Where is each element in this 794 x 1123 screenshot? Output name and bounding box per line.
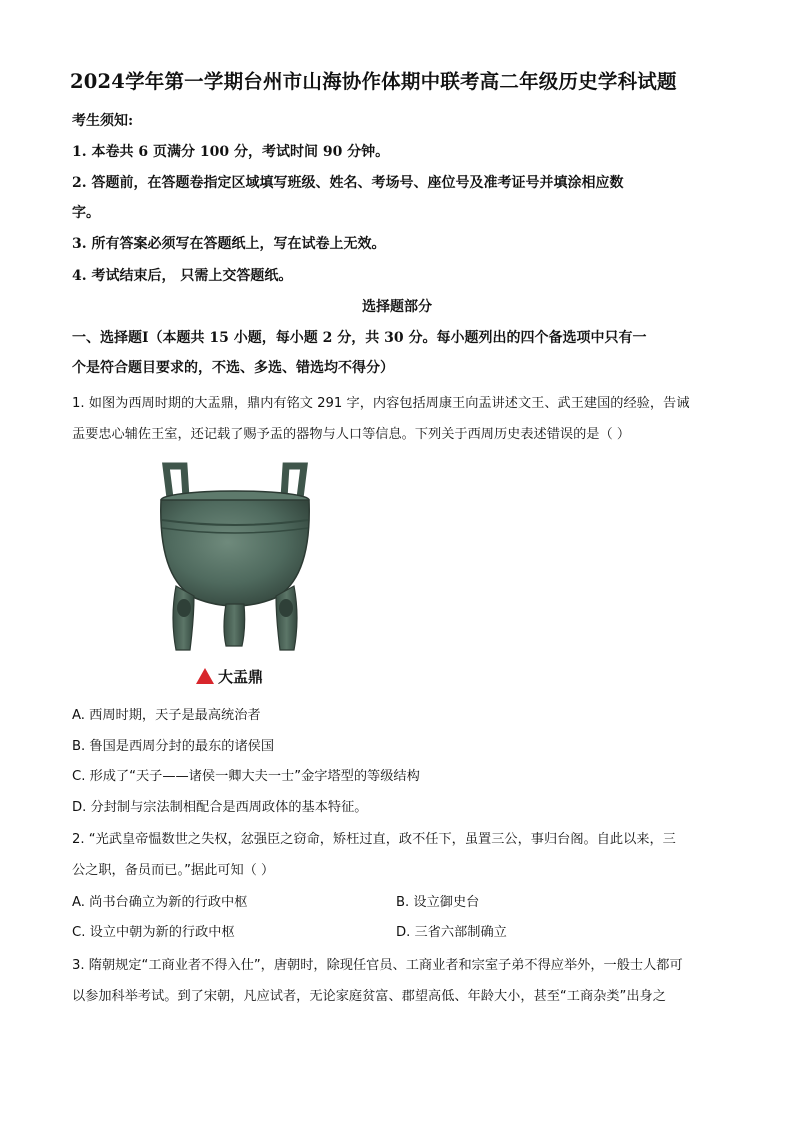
bronze-ding-icon: [150, 458, 320, 658]
section-instruction: 一、选择题Ⅰ（本题共 15 小题，每小题 2 分，共 30 分。每小题列出的四个备选项中只有一: [72, 330, 647, 346]
image-caption-text: 大盂鼎: [218, 668, 264, 686]
option-b: B. 鲁国是西周分封的最东的诸侯国: [72, 739, 275, 754]
question-1-stem: 盂要忠心辅佐王室，还记载了赐予盂的器物与人口等信息。下列关于西周历史表述错误的是（ ）: [72, 427, 631, 442]
option-d: D. 分封制与宗法制相配合是西周政体的基本特征。: [72, 800, 368, 815]
notice-item: 4. 考试结束后， 只需上交答题纸。: [72, 268, 293, 284]
option-d: D. 三省六部制确立: [396, 925, 507, 940]
section-title: 选择题部分: [362, 299, 432, 315]
question-2-stem: 公之职，备员而已。”据此可知（ ）: [72, 863, 275, 878]
question-3-stem: 3. 隋朝规定“工商业者不得入仕”，唐朝时，除现任官员、工商业者和宗室子弟不得应举外，一般士人都可: [72, 958, 683, 973]
option-a: A. 西周时期，天子是最高统治者: [72, 708, 261, 723]
option-c: C. 设立中朝为新的行政中枢: [72, 925, 235, 940]
red-triangle-icon: [196, 668, 214, 684]
question-1-stem: 1. 如图为西周时期的大盂鼎，鼎内有铭文 291 字，内容包括周康王向盂讲述文王、武王建国的经验，告诫: [72, 396, 690, 411]
question-2-stem: 2. “光武皇帝愠数世之失权，忿强臣之窃命，矫枉过直，政不任下，虽置三公，事归台阁。自此以来，三: [72, 832, 676, 847]
section-instruction: 个是符合题目要求的，不选、多选、错选均不得分）: [72, 360, 394, 376]
option-b: B. 设立御史台: [396, 895, 480, 910]
notice-item: 字。: [72, 205, 100, 221]
image-caption: [196, 666, 263, 687]
notice-item: 3. 所有答案必须写在答题纸上，写在试卷上无效。: [72, 236, 386, 252]
option-c: C. 形成了“天子——诸侯一卿大夫一士”金字塔型的等级结构: [72, 769, 420, 784]
notice-item: 1. 本卷共 6 页满分 100 分，考试时间 90 分钟。: [72, 144, 390, 160]
option-a: A. 尚书台确立为新的行政中枢: [72, 895, 248, 910]
page-title: 2024学年第一学期台州市山海协作体期中联考高二年级历史学科试题: [70, 70, 677, 93]
question-3-stem: 以参加科举考试。到了宋朝，凡应试者，无论家庭贫富、郡望高低、年龄大小，甚至“工商杂类”出身之: [72, 989, 666, 1004]
notice-heading: 考生须知:: [72, 113, 134, 129]
notice-item: 2. 答题前，在答题卷指定区域填写班级、姓名、考场号、座位号及准考证号并填涂相应数: [72, 175, 624, 191]
da-yu-ding-image: [150, 458, 320, 658]
